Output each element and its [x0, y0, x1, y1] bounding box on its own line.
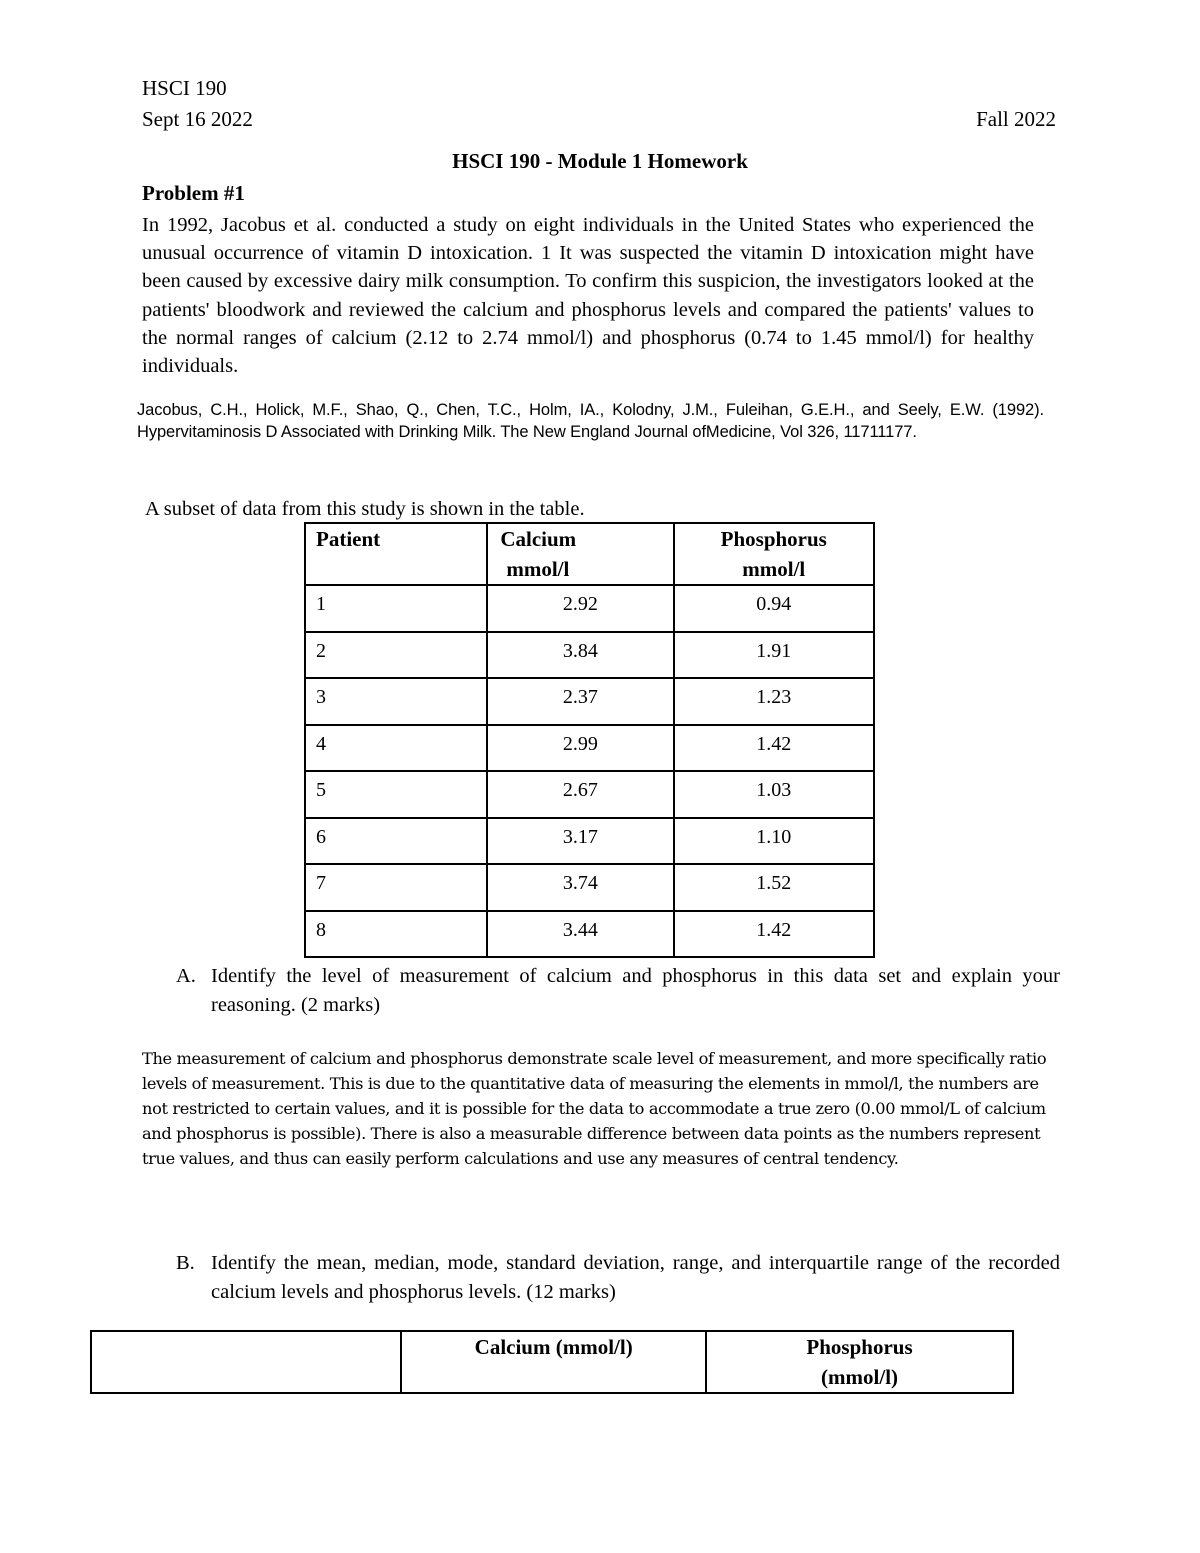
table-row	[305, 678, 874, 725]
cell-phosphorus: 1.23	[674, 678, 875, 725]
cell-patient: 5	[305, 771, 487, 818]
cell-phosphorus: 1.42	[674, 725, 875, 772]
cell-phosphorus: 1.91	[674, 632, 875, 679]
cell-calcium: 2.67	[487, 771, 673, 818]
answer-a: The measurement of calcium and phosphorus demonstrate scale level of measurement, and more specifically ratio levels of measurement. This is due to the quantitative data of measuring the elements in mmol/l, the numbers are not restricted to certain values, and it is possible for the data to accommodate a true zero (0.00 mmol/L of calcium and phosphorus is possible). There is also a measurable difference between data points as the numbers represent true values, and thus can easily perform calculations and use any measures of central tendency.	[142, 1049, 1047, 1168]
stats-header-blank	[91, 1331, 401, 1393]
cell-phosphorus: 1.03	[674, 771, 875, 818]
question-a-letter: A.	[176, 965, 196, 987]
question-b	[176, 1249, 1060, 1306]
question-b-letter: B.	[176, 1252, 195, 1274]
cell-patient: 7	[305, 864, 487, 911]
problem-heading: Problem #1	[142, 181, 245, 205]
cell-patient: 8	[305, 911, 487, 958]
cell-patient: 1	[305, 585, 487, 632]
cell-calcium: 3.84	[487, 632, 673, 679]
cell-phosphorus: 1.10	[674, 818, 875, 865]
cell-phosphorus: 0.94	[674, 585, 875, 632]
cell-calcium: 2.92	[487, 585, 673, 632]
cell-patient: 6	[305, 818, 487, 865]
stats-table-header-row	[91, 1331, 1013, 1393]
cell-calcium: 2.99	[487, 725, 673, 772]
table-row	[305, 632, 874, 679]
cell-patient: 4	[305, 725, 487, 772]
cell-calcium: 2.37	[487, 678, 673, 725]
table-row	[305, 818, 874, 865]
cell-patient: 3	[305, 678, 487, 725]
header-patient: Patient	[305, 523, 487, 585]
header-calcium: Calcium mmol/l	[487, 523, 673, 585]
cell-phosphorus: 1.42	[674, 911, 875, 958]
table-row	[305, 771, 874, 818]
table-row	[305, 725, 874, 772]
table-row	[305, 911, 874, 958]
cell-phosphorus: 1.52	[674, 864, 875, 911]
table-intro-text: A subset of data from this study is shown in the table.	[145, 498, 585, 520]
cell-calcium: 3.44	[487, 911, 673, 958]
question-b-text: Identify the mean, median, mode, standard deviation, range, and interquartile range of the recorded calcium levels and phosphorus levels. (12 marks)	[211, 1252, 1060, 1303]
course-code: HSCI 190	[142, 76, 227, 100]
cell-patient: 2	[305, 632, 487, 679]
table-row	[305, 864, 874, 911]
data-table	[304, 522, 875, 958]
question-a	[176, 962, 1060, 1019]
cell-calcium: 3.74	[487, 864, 673, 911]
page-title: HSCI 190 - Module 1 Homework	[452, 149, 748, 173]
table-header-row	[305, 523, 874, 585]
date: Sept 16 2022	[142, 107, 253, 131]
intro-paragraph: In 1992, Jacobus et al. conducted a study on eight individuals in the United States who experienced the unusual occurrence of vitamin D intoxication. 1 It was suspected the vitamin D intoxication might have been caused by excessive dairy milk consumption. To confirm this suspicion, the investigators looked at the patients' bloodwork and reviewed the calcium and phosphorus levels and compared the patients' values to the normal ranges of calcium (2.12 to 2.74 mmol/l) and phosphorus (0.74 to 1.45 mmol/l) for healthy individuals.	[142, 214, 1034, 378]
cell-calcium: 3.17	[487, 818, 673, 865]
citation: Jacobus, C.H., Holick, M.F., Shao, Q., Chen, T.C., Holm, IA., Kolodny, J.M., Fuleihan, G.E.H., and Seely, E.W. (1992). Hypervitaminosis D Associated with Drinking Milk. The New England Journal ofMedicine, Vol 326, 11711177.	[137, 401, 1044, 441]
table-row	[305, 585, 874, 632]
stats-header-phosphorus: Phosphorus (mmol/l)	[706, 1331, 1013, 1393]
header-phosphorus: Phosphorus mmol/l	[674, 523, 875, 585]
stats-table	[90, 1330, 1014, 1394]
question-a-text: Identify the level of measurement of calcium and phosphorus in this data set and explain your reasoning. (2 marks)	[211, 965, 1060, 1016]
stats-header-calcium: Calcium (mmol/l)	[401, 1331, 706, 1393]
term: Fall 2022	[976, 107, 1056, 131]
